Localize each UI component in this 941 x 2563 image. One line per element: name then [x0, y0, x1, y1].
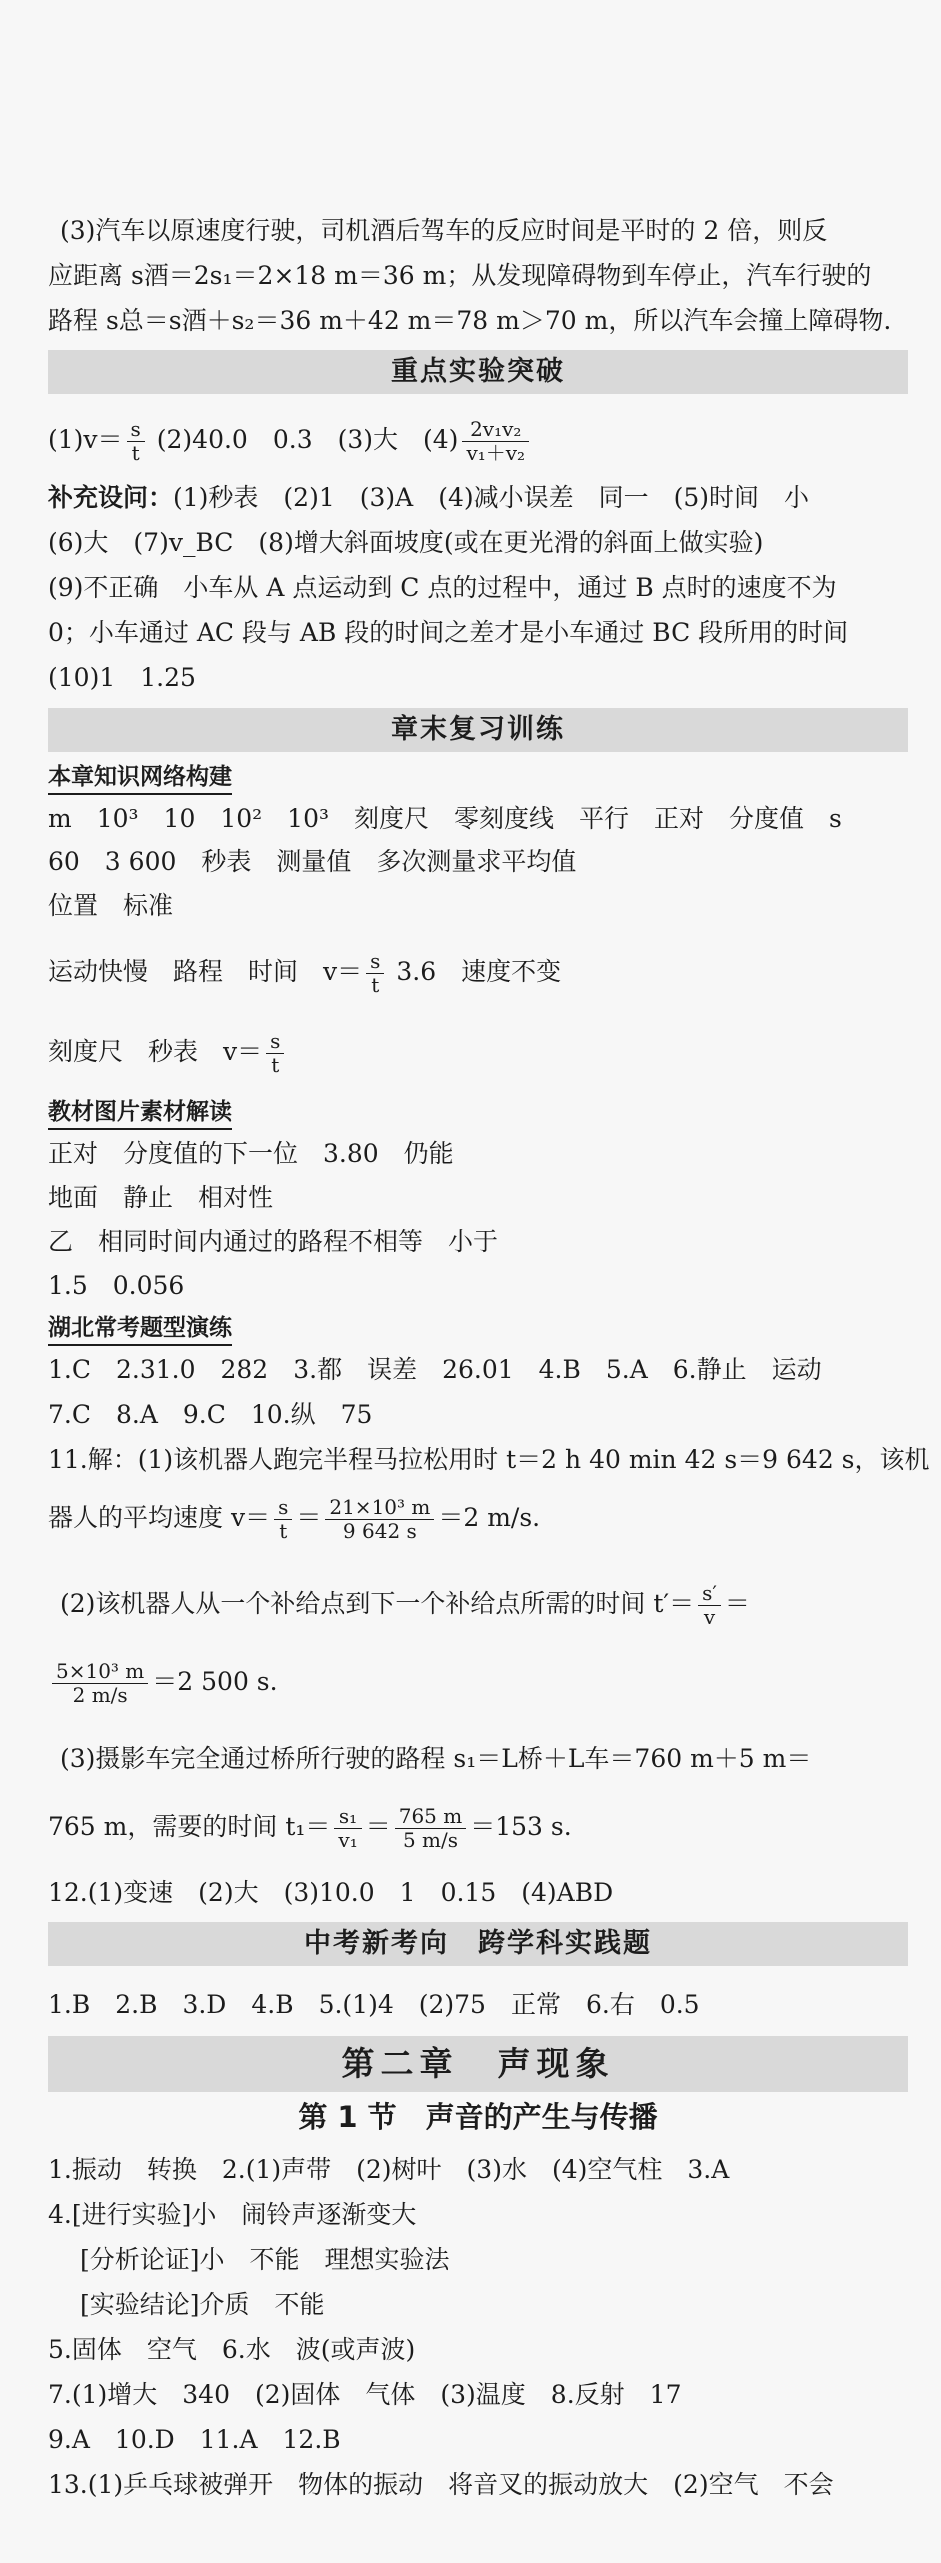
fraction [366, 950, 384, 997]
subsection-title: 本章知识网络构建 [48, 762, 232, 795]
text-segment: (2)该机器人从一个补给点到下一个补给点所需的时间 t′＝ [60, 1589, 695, 1618]
fraction [698, 1582, 721, 1629]
section-banner-chapter-review: 章末复习训练 [48, 708, 908, 752]
text-segment: ＝ [724, 1589, 750, 1618]
label-bold: 补充设问： [48, 483, 174, 512]
text-line: (3)摄影车完全通过桥所行驶的路程 s₁＝L桥＋L车＝760 m＋5 m＝ [60, 1744, 812, 1773]
fraction [325, 1496, 434, 1543]
text-line: 13.(1)乒乓球被弹开 物体的振动 将音叉的振动放大 (2)空气 不会 [48, 2470, 834, 2499]
fraction [334, 1805, 361, 1852]
fraction [52, 1660, 148, 1707]
denominator: 9 642 s [342, 1519, 417, 1543]
denominator: 5 m/s [402, 1828, 459, 1852]
denominator: v₁＋v₂ [466, 441, 526, 465]
text-segment: (2)40.0 0.3 (3)大 (4) [156, 425, 459, 454]
text-segment: 器人的平均速度 v＝ [48, 1503, 271, 1532]
text-line: (9)不正确 小车从 A 点运动到 C 点的过程中，通过 B 点时的速度不为 [48, 573, 837, 602]
text-segment: ＝ [296, 1503, 322, 1532]
text-line: m 10³ 10 10² 10³ 刻度尺 零刻度线 平行 正对 分度值 s [48, 804, 842, 833]
text-line: 1.5 0.056 [48, 1271, 185, 1300]
text-line: 乙 相同时间内通过的路程不相等 小于 [48, 1227, 499, 1256]
text-line: 1.振动 转换 2.(1)声带 (2)树叶 (3)水 (4)空气柱 3.A [48, 2155, 730, 2184]
text-line: (6)大 (7)v_BC (8)增大斜面坡度(或在更光滑的斜面上做实验) [48, 528, 764, 557]
text-line: 地面 静止 相对性 [48, 1183, 274, 1212]
text-line: 路程 s总＝s酒＋s₂＝36 m＋42 m＝78 m＞70 m，所以汽车会撞上障碍物. [48, 306, 892, 335]
text-segment: ＝153 s. [470, 1812, 572, 1841]
section-banner-key-experiment: 重点实验突破 [48, 350, 908, 394]
denominator: t [371, 973, 380, 997]
text-line: 12.(1)变速 (2)大 (3)10.0 1 0.15 (4)ABD [48, 1878, 614, 1907]
denominator: 2 m/s [72, 1683, 128, 1707]
text-line: 60 3 600 秒表 测量值 多次测量求平均值 [48, 847, 577, 876]
text-line [48, 950, 908, 997]
denominator: v₁ [338, 1828, 358, 1852]
text-line: 9.A 10.D 11.A 12.B [48, 2425, 341, 2454]
text-line [60, 1582, 920, 1629]
text-line: [实验结论]介质 不能 [80, 2290, 325, 2319]
subsection-title: 教材图片素材解读 [48, 1097, 232, 1130]
numerator: s [266, 1030, 284, 1054]
text-line [48, 418, 908, 465]
text-line: 1.B 2.B 3.D 4.B 5.(1)4 (2)75 正常 6.右 0.5 [48, 1990, 700, 2019]
text-line: [分析论证]小 不能 理想实验法 [80, 2245, 450, 2274]
numerator: 2v₁v₂ [462, 418, 529, 442]
text-line [48, 481, 908, 515]
text-segment: ＝2 m/s. [438, 1503, 541, 1532]
numerator: s [366, 950, 384, 974]
numerator: s [274, 1496, 292, 1520]
fraction [395, 1805, 467, 1852]
text-line: 应距离 s酒＝2s₁＝2×18 m＝36 m；从发现障碍物到车停止，汽车行驶的 [48, 261, 872, 290]
section-banner-new-exam: 中考新考向 跨学科实践题 [48, 1922, 908, 1966]
fraction [462, 418, 529, 465]
text-segment: 3.6 速度不变 [396, 957, 562, 986]
text-line: 5.固体 空气 6.水 波(或声波) [48, 2335, 416, 2364]
text-segment: ＝2 500 s. [152, 1667, 278, 1696]
numerator: 5×10³ m [52, 1660, 148, 1684]
chapter-banner: 第二章 声现象 [48, 2036, 908, 2092]
denominator: t [131, 441, 140, 465]
numerator: 21×10³ m [325, 1496, 434, 1520]
text-segment: (1)秒表 (2)1 (3)A (4)减小误差 同一 (5)时间 小 [173, 483, 810, 512]
text-line: (3)汽车以原速度行驶，司机酒后驾车的反应时间是平时的 2 倍，则反 [60, 216, 828, 245]
numerator: s′ [698, 1582, 721, 1606]
fraction [127, 418, 145, 465]
text-line: 7.(1)增大 340 (2)固体 气体 (3)温度 8.反射 17 [48, 2380, 682, 2409]
subsection-title: 湖北常考题型演练 [48, 1313, 232, 1346]
fraction [274, 1496, 292, 1543]
section-title: 第 1 节 声音的产生与传播 [298, 2100, 658, 2134]
text-line [48, 1660, 908, 1707]
denominator: t [271, 1053, 280, 1077]
text-line [48, 1030, 908, 1077]
text-segment: (1)v＝ [48, 425, 123, 454]
numerator: s₁ [334, 1805, 361, 1829]
text-line: 11.解：(1)该机器人跑完半程马拉松用时 t＝2 h 40 min 42 s＝9 642 s，该机 [48, 1445, 930, 1474]
text-line: 1.C 2.31.0 282 3.都 误差 26.01 4.B 5.A 6.静止 运动 [48, 1355, 822, 1384]
text-line: 0；小车通过 AC 段与 AB 段的时间之差才是小车通过 BC 段所用的时间 [48, 618, 849, 647]
denominator: t [279, 1519, 288, 1543]
text-line: 4.[进行实验]小 闹铃声逐渐变大 [48, 2200, 417, 2229]
text-line [48, 1496, 908, 1543]
text-segment: 刻度尺 秒表 v＝ [48, 1037, 263, 1066]
text-line: 7.C 8.A 9.C 10.纵 75 [48, 1400, 373, 1429]
text-segment: 运动快慢 路程 时间 v＝ [48, 957, 363, 986]
fraction [266, 1030, 284, 1077]
numerator: 765 m [395, 1805, 467, 1829]
text-line: 位置 标准 [48, 891, 174, 920]
text-line: 正对 分度值的下一位 3.80 仍能 [48, 1139, 454, 1168]
text-segment: ＝ [365, 1812, 391, 1841]
text-line [48, 1805, 908, 1852]
text-segment: 765 m，需要的时间 t₁＝ [48, 1812, 331, 1841]
denominator: v [703, 1605, 716, 1629]
text-line: (10)1 1.25 [48, 663, 196, 692]
numerator: s [127, 418, 145, 442]
